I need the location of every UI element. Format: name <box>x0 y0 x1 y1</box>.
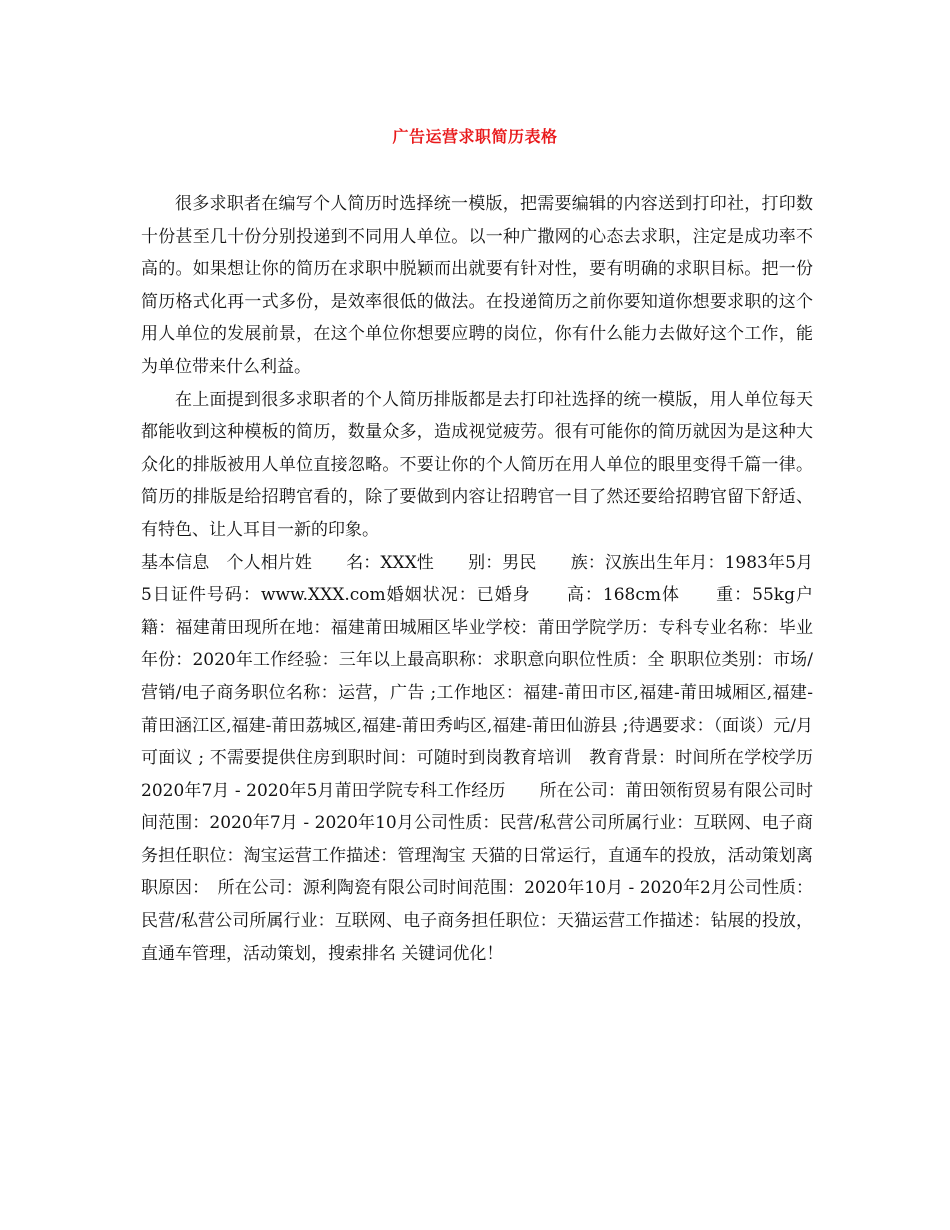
document-body <box>141 188 847 970</box>
resume-details-paragraph: 基本信息 个人相片姓 名：XXX性 别：男民 族：汉族出生年月：1983年5月5日证件号码：www.XXX.com婚姻状况：已婚身 高：168cm体 重：55kg户 籍：福建莆田现所在地：福建莆田城厢区毕业学校：莆田学院学历：专科专业名称：毕业年份：2020年工作经验：三年以上最高职称：求职意向职位性质：全 职职位类别：市场/营销/电子商务职位名称：运营，广告 ;工作地区：福建-莆田市区,福建-莆田城厢区,福建-莆田涵江区,福建-莆田荔城区,福建-莆田秀屿区,福建-莆田仙游县 ;待遇要求：（面谈）元/月 可面议 ; 不需要提供住房到职时间：可随时到岗教育培训 教育背景：时间所在学校学历2020年7月 - 2020年5月莆田学院专科工作经历 所在公司：莆田领衔贸易有限公司时间范围：2020年7月 - 2020年10月公司性质：民营/私营公司所属行业：互联网、电子商务担任职位：淘宝运营工作描述：管理淘宝 天猫的日常运行，直通车的投放，活动策划离职原因： 所在公司：源利陶瓷有限公司时间范围：2020年10月 - 2020年2月公司性质：民营/私营公司所属行业：互联网、电子商务担任职位：天猫运营工作描述：钻展的投放，直通车管理，活动策划，搜索排名 关键词优化！ <box>141 552 847 964</box>
document-title: 广告运营求职简历表格 <box>392 127 558 146</box>
layout-advice-paragraph: 在上面提到很多求职者的个人简历排版都是去打印社选择的统一模版，用人单位每天都能收到这种模板的简历，数量众多，造成视觉疲劳。很有可能你的简历就因为是这种大众化的排版被用人单位直接忽略。不要让你的个人简历在用人单位的眼里变得千篇一律。简历的排版是给招聘官看的，除了要做到内容让招聘官一目了然还要给招聘官留下舒适、有特色、让人耳目一新的印象。 <box>141 389 813 540</box>
intro-paragraph: 很多求职者在编写个人简历时选择统一模版，把需要编辑的内容送到打印社，打印数十份甚至几十份分别投递到不同用人单位。以一种广撒网的心态去求职，注定是成功率不高的。如果想让你的简历在求职中脱颖而出就要有针对性，要有明确的求职目标。把一份简历格式化再一式多份，是效率很低的做法。在投递简历之前你要知道你想要求职的这个用人单位的发展前景，在这个单位你想要应聘的岗位，你有什么能力去做好这个工作，能为单位带来什么利益。 <box>141 194 813 377</box>
